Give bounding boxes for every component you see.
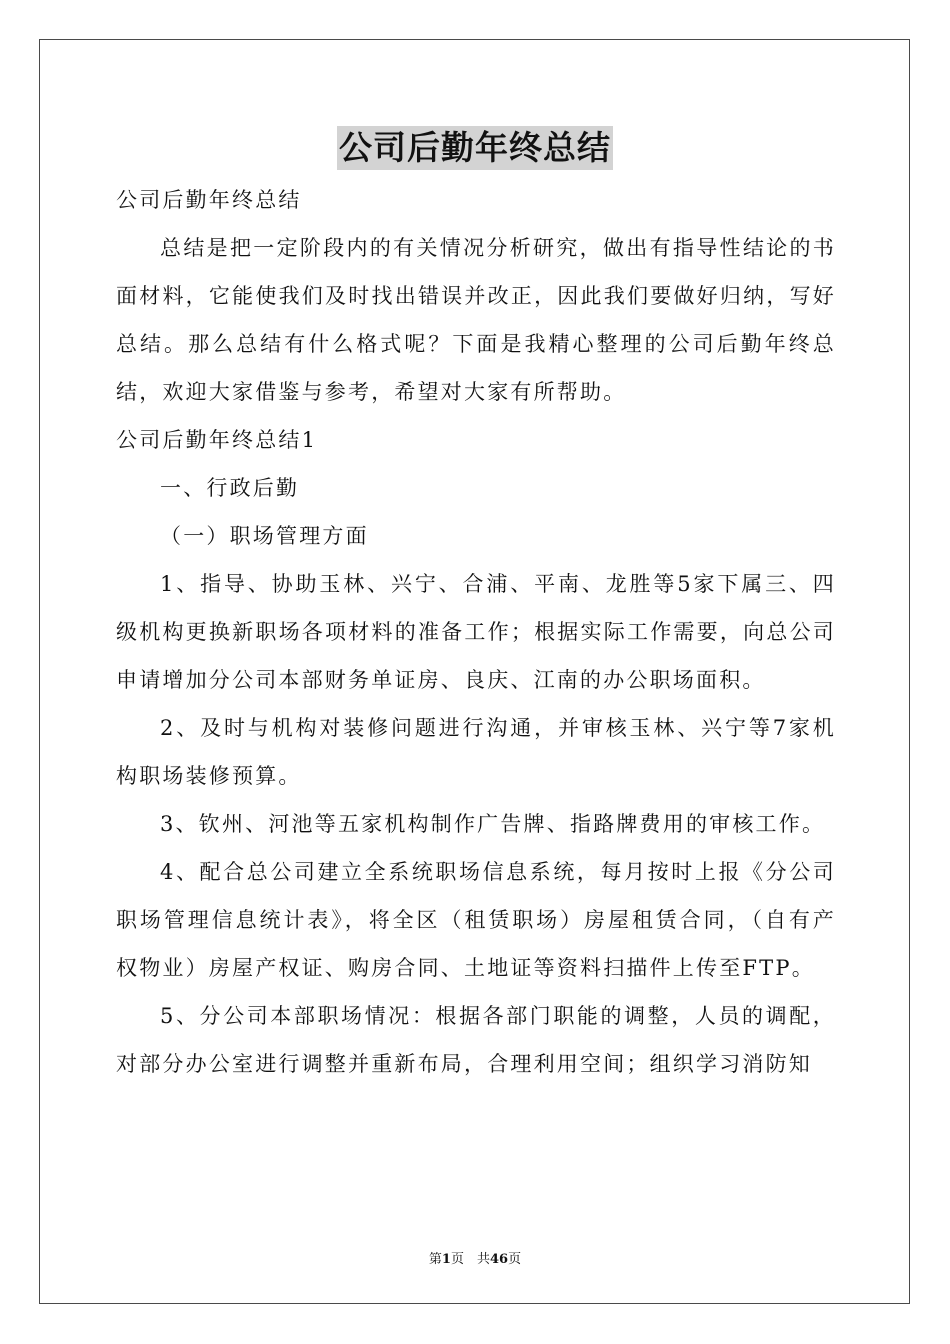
footer-page-number: 1 bbox=[441, 1252, 451, 1267]
paragraph-2: 公司后勤年终总结1 bbox=[116, 428, 318, 452]
footer-total-pages: 46 bbox=[489, 1252, 509, 1267]
paragraph-1: 总结是把一定阶段内的有关情况分析研究，做出有指导性结论的书面材料，它能使我们及时找出错误并改正，因此我们要做好归纳，写好总结。那么总结有什么格式呢？下面是我精心整理的公司后勤年终总结，欢迎大家借鉴与参考，希望对大家有所帮助。 bbox=[116, 236, 836, 404]
paragraph-3: 一、行政后勤 bbox=[160, 476, 300, 500]
paragraph-9: 5、分公司本部职场情况：根据各部门职能的调整，人员的调配，对部分办公室进行调整并重新布局，合理利用空间；组织学习消防知 bbox=[116, 1004, 836, 1076]
paragraph-5: 1、指导、协助玉林、兴宁、合浦、平南、龙胜等5家下属三、四级机构更换新职场各项材料的准备工作；根据实际工作需要，向总公司申请增加分公司本部财务单证房、良庆、江南的办公职场面积。 bbox=[116, 572, 836, 692]
footer-prefix: 第 bbox=[428, 1252, 442, 1267]
title-container bbox=[0, 126, 950, 170]
paragraph-7: 3、钦州、河池等五家机构制作广告牌、指路牌费用的审核工作。 bbox=[160, 812, 826, 836]
paragraph-4: （一）职场管理方面 bbox=[160, 524, 369, 548]
paragraph-8: 4、配合总公司建立全系统职场信息系统，每月按时上报《分公司职场管理信息统计表》，将全区（租赁职场）房屋租赁合同，（自有产权物业）房屋产权证、购房合同、土地证等资料扫描件上传至FTP。 bbox=[116, 860, 836, 980]
paragraph-0: 公司后勤年终总结 bbox=[116, 188, 302, 212]
paragraph-6: 2、及时与机构对装修问题进行沟通，并审核玉林、兴宁等7家机构职场装修预算。 bbox=[116, 716, 836, 788]
footer-suffix: 页 bbox=[508, 1252, 522, 1267]
document-body bbox=[116, 176, 836, 1088]
page-footer bbox=[0, 1248, 950, 1267]
footer-middle: 页 共 bbox=[450, 1252, 490, 1267]
document-title: 公司后勤年终总结 bbox=[337, 126, 613, 170]
